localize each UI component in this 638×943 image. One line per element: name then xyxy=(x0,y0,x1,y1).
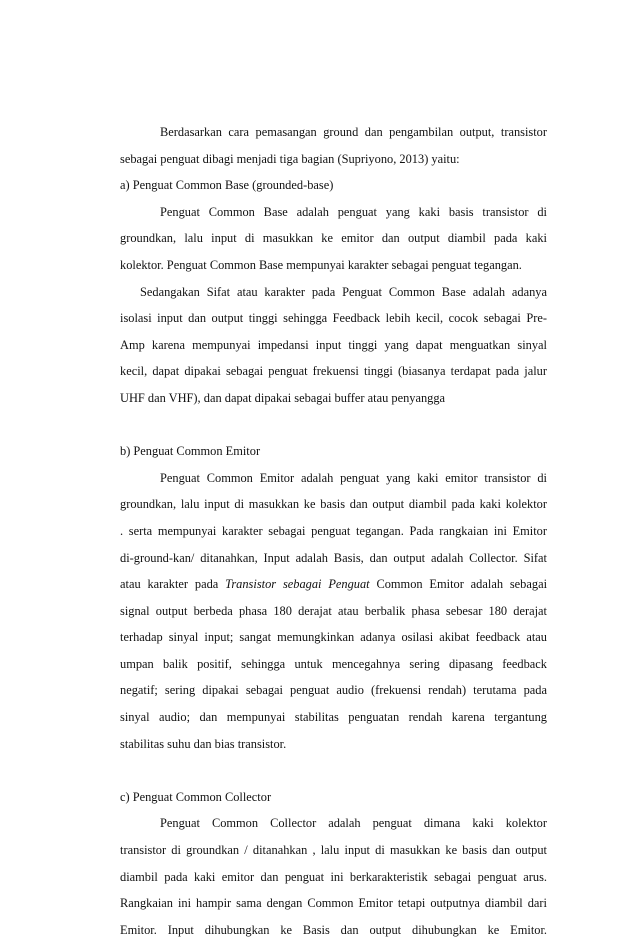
paragraph-gap xyxy=(120,757,547,784)
text-line: isolasi input dan output tinggi sehingga Feedback lebih kecil, cocok sebagai Pre- xyxy=(120,311,547,326)
text-run: Common Emitor adalah sebagai xyxy=(369,577,548,592)
text-line: Amp karena mempunyai impedansi input tinggi yang dapat menguatkan sinyal xyxy=(120,337,547,352)
text-run: atau karakter pada xyxy=(120,577,226,592)
italic-term: Transistor sebagai Penguat xyxy=(225,577,370,592)
paragraph-heading-b xyxy=(120,438,547,465)
text-line: Rangkaian ini hampir sama dengan Common Emitor tetapi outputnya diambil dari xyxy=(120,896,547,911)
text-line: terhadap sinyal input; sangat memungkinkan adanya osilasi akibat feedback atau xyxy=(120,630,547,645)
text-line: sinyal audio; dan mempunyai stabilitas penguatan rendah karena tergantung xyxy=(120,710,547,725)
text-line: kecil, dapat dipakai sebagai penguat frekuensi tinggi (biasanya terdapat pada jalur xyxy=(120,364,547,379)
paragraph-gap xyxy=(120,412,547,439)
section-heading: a) Penguat Common Base (grounded-base) xyxy=(120,178,334,193)
text-line: umpan balik positif, sehingga untuk mencegahnya sering dipasang feedback xyxy=(120,656,547,671)
text-line xyxy=(120,571,547,598)
text-line: transistor di groundkan / ditanahkan , lalu input di masukkan ke basis dan output xyxy=(120,843,547,858)
text-line: groundkan, lalu input di masukkan ke basis dan output diambil pada kaki kolektor xyxy=(120,497,547,512)
text-line: Berdasarkan cara pemasangan ground dan pengambilan output, transistor xyxy=(160,125,547,139)
text-line: di-ground-kan/ ditanahkan, Input adalah Basis, dan output adalah Collector. Sifat xyxy=(120,550,547,565)
paragraph-common-base xyxy=(120,199,547,279)
text-line: Penguat Common Base adalah penguat yang kaki basis transistor di xyxy=(160,204,547,219)
text-line: Sedangakan Sifat atau karakter pada Penguat Common Base adalah adanya xyxy=(140,284,547,299)
text-line: Penguat Common Emitor adalah penguat yang kaki emitor transistor di xyxy=(160,470,547,485)
text-line: negatif; sering dipakai sebagai penguat audio (frekuensi rendah) terutama pada xyxy=(120,683,547,698)
paragraph-heading-c xyxy=(120,784,547,811)
text-line: Penguat Common Collector adalah penguat dimana kaki kolektor xyxy=(160,816,547,831)
text-line: Emitor. Input dihubungkan ke Basis dan output dihubungkan ke Emitor. xyxy=(120,922,547,937)
text-line: UHF dan VHF), dan dapat dipakai sebagai buffer atau penyangga xyxy=(120,390,446,405)
text-line: sebagai penguat dibagi menjadi tiga bagian (Supriyono, 2013) yaitu: xyxy=(120,151,460,166)
paragraph-common-emitor xyxy=(120,465,547,758)
paragraph-heading-a xyxy=(120,172,547,199)
paragraph-intro xyxy=(120,119,547,172)
paragraph-common-base-props xyxy=(120,279,547,412)
text-line: signal output berbeda phasa 180 derajat atau berbalik phasa sebesar 180 derajat xyxy=(120,603,547,618)
text-line: diambil pada kaki emitor dan penguat ini berkarakteristik sebagai penguat arus. xyxy=(120,869,547,884)
text-line: groundkan, lalu input di masukkan ke emitor dan output diambil pada kaki xyxy=(120,231,547,246)
section-heading: b) Penguat Common Emitor xyxy=(120,444,261,459)
text-line: stabilitas suhu dan bias transistor. xyxy=(120,736,287,751)
document-body xyxy=(120,119,547,943)
section-heading: c) Penguat Common Collector xyxy=(120,789,272,804)
text-line: . serta mempunyai karakter sebagai penguat tegangan. Pada rangkaian ini Emitor xyxy=(120,523,547,538)
text-line: kolektor. Penguat Common Base mempunyai karakter sebagai penguat tegangan. xyxy=(120,257,522,272)
paragraph-common-collector xyxy=(120,810,547,943)
